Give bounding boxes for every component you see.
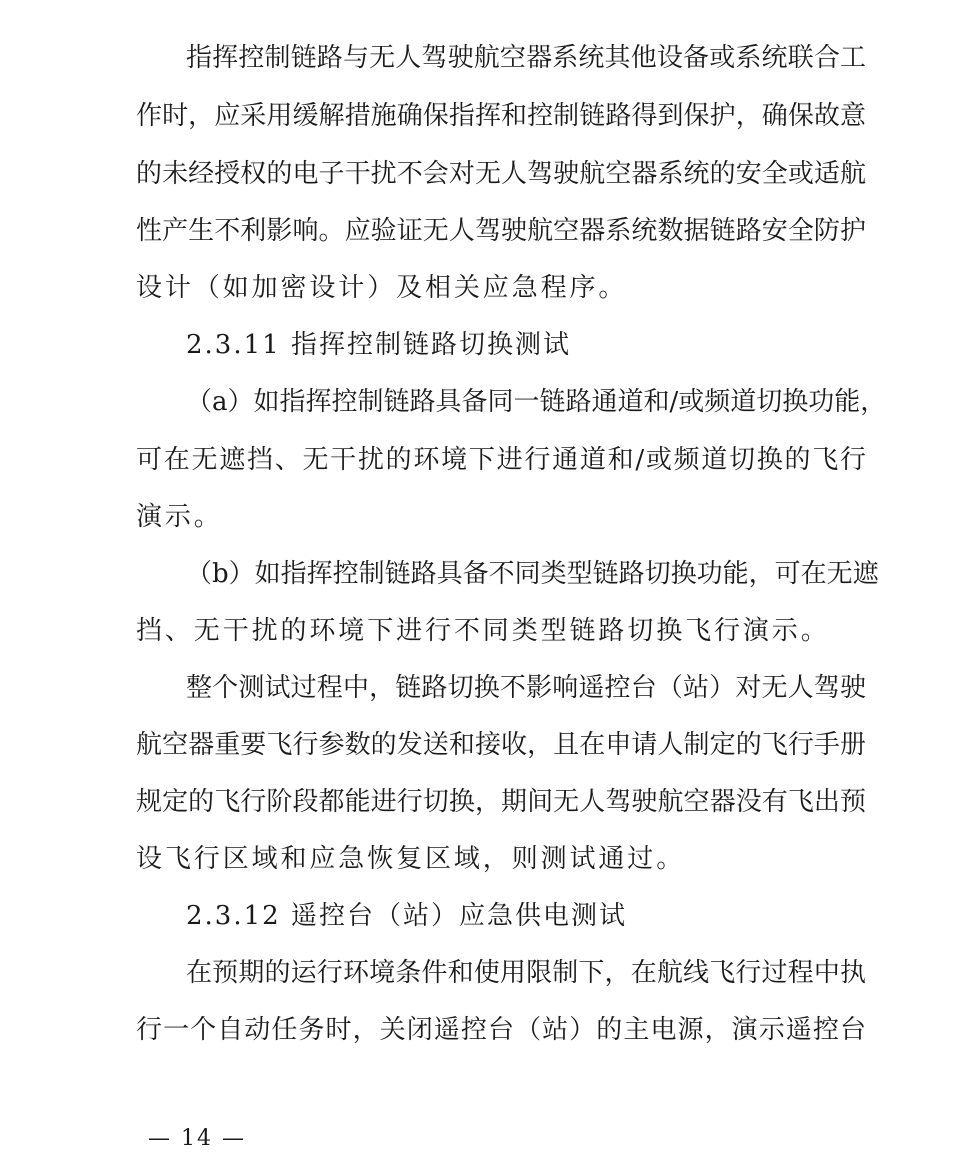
para-a-line-1: （a）如指挥控制链路具备同一链路通道和/或频道切换功能， bbox=[186, 387, 887, 417]
para-a-line-3: 演示。 bbox=[136, 502, 223, 532]
para-1-line-1: 指挥控制链路与无人驾驶航空器系统其他设备或系统联合工 bbox=[186, 43, 866, 73]
para-1-line-2: 作时，应采用缓解措施确保指挥和控制链路得到保护，确保故意 bbox=[136, 101, 866, 131]
para-power-line-1: 在预期的运行环境条件和使用限制下，在航线飞行过程中执 bbox=[186, 958, 866, 988]
para-test-line-2: 航空器重要飞行参数的发送和接收，且在申请人制定的飞行手册 bbox=[136, 730, 866, 760]
para-1-line-5: 设计（如加密设计）及相关应急程序。 bbox=[136, 273, 628, 303]
para-b-line-1: （b）如指挥控制链路具备不同类型链路切换功能，可在无遮 bbox=[186, 559, 879, 589]
para-1-line-4: 性产生不利影响。应验证无人驾驶航空器系统数据链路安全防护 bbox=[136, 216, 866, 246]
para-a-line-2: 可在无遮挡、无干扰的环境下进行通道和/或频道切换的飞行 bbox=[136, 445, 866, 475]
section-heading-2-3-11: 2.3.11 指挥控制链路切换测试 bbox=[186, 330, 571, 360]
para-1-line-3: 的未经授权的电子干扰不会对无人驾驶航空器系统的安全或适航 bbox=[136, 159, 866, 189]
para-power-line-2: 行一个自动任务时，关闭遥控台（站）的主电源，演示遥控台 bbox=[136, 1015, 866, 1045]
para-test-line-3: 规定的飞行阶段都能进行切换，期间无人驾驶航空器没有飞出预 bbox=[136, 787, 866, 817]
section-heading-2-3-12: 2.3.12 遥控台（站）应急供电测试 bbox=[186, 901, 627, 931]
para-test-line-1: 整个测试过程中，链路切换不影响遥控台（站）对无人驾驶 bbox=[186, 673, 866, 703]
page-number: — 14 — bbox=[148, 1126, 246, 1151]
para-b-line-2: 挡、无干扰的环境下进行不同类型链路切换飞行演示。 bbox=[136, 616, 830, 646]
para-test-line-4: 设飞行区域和应急恢复区域，则测试通过。 bbox=[136, 844, 686, 874]
